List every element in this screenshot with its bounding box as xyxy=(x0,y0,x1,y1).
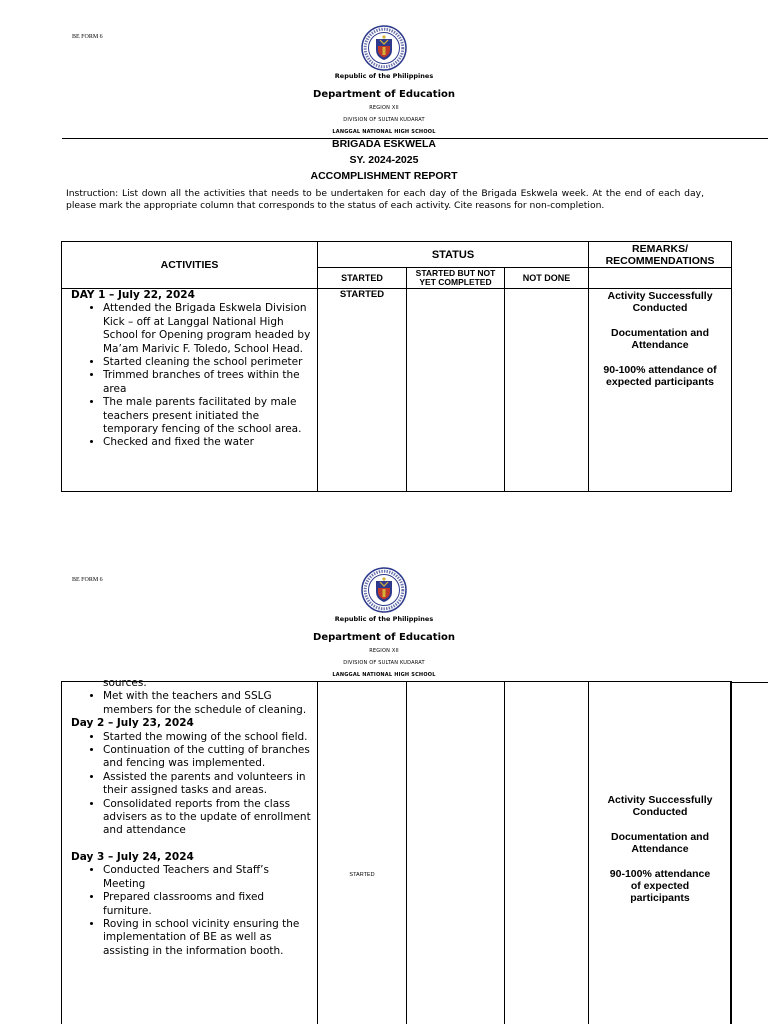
list-item: • Prepared classrooms and fixed furniture. xyxy=(103,891,311,918)
list-item: • Consolidated reports from the class advisers as to the update of enrollment and attendance xyxy=(103,798,311,838)
page2-right-border xyxy=(730,682,731,1024)
status-not-done-cell xyxy=(505,289,589,492)
department-label-page2: Department of Education xyxy=(313,632,455,643)
col-started-header: STARTED xyxy=(318,268,407,289)
deped-seal-icon xyxy=(361,25,407,71)
remark-item: Activity Successfully Conducted xyxy=(607,290,713,315)
accomplishment-table xyxy=(61,241,732,492)
remarks-cell-page2 xyxy=(589,682,732,1024)
region-label-page2: REGION XII xyxy=(369,648,399,654)
school-label: LANGGAL NATIONAL HIGH SCHOOL xyxy=(332,129,436,135)
list-item: • Met with the teachers and SSLG members for the schedule of cleaning. xyxy=(103,690,311,717)
republic-label-page2: Republic of the Philippines xyxy=(334,615,434,623)
remark-item: 90-100% attendance of expected participants xyxy=(603,363,717,389)
col-started-not-completed-header: STARTED BUT NOT YET COMPLETED xyxy=(407,268,505,289)
list-item: • Trimmed branches of trees within the area xyxy=(103,369,311,396)
day2-list xyxy=(71,731,311,838)
col-activities-header: ACTIVITIES xyxy=(62,242,318,289)
list-item: • Continuation of the cutting of branches and fencing was implemented. xyxy=(103,744,311,771)
day1-list xyxy=(71,302,311,449)
status-started-value: STARTED xyxy=(339,289,385,300)
form-code: BE FORM 6 xyxy=(72,34,103,40)
department-label: Department of Education xyxy=(313,89,455,100)
remark-item: Activity Successfully Conducted xyxy=(607,794,713,819)
remarks-subheader-empty xyxy=(589,268,732,289)
region-label: REGION XII xyxy=(369,105,399,111)
status-started-cell-page2 xyxy=(318,682,407,1024)
status-not-completed-cell xyxy=(407,289,505,492)
list-item: • Started the mowing of the school field. xyxy=(103,731,311,744)
instruction-text: Instruction: List down all the activities that needs to be undertaken for each day of the Brigada Eskwela week. At the end of each day, please mark the appropriate column that corresponds to the status of each activity. Cite reasons for non-completion. xyxy=(66,188,704,211)
day1-cont-list xyxy=(71,690,311,717)
day3-list xyxy=(71,864,311,958)
status-started-cell xyxy=(318,289,407,492)
list-item: • Checked and fixed the water xyxy=(103,436,311,449)
accomplishment-table-page2 xyxy=(61,681,732,1024)
day2-title: Day 2 – July 23, 2024 xyxy=(71,717,194,730)
republic-label: Republic of the Philippines xyxy=(334,72,434,80)
activities-cell-continued xyxy=(62,682,318,1024)
list-item: • Attended the Brigada Eskwela Division Kick – off at Langgal National High School for Opening program headed by Ma’am Marivic F. Toledo, School Head. xyxy=(103,302,311,356)
remark-item: 90-100% attendance of expected participants xyxy=(609,867,711,905)
division-label-page2: DIVISION OF SULTAN KUDARAT xyxy=(343,660,425,666)
remarks-cell-day1 xyxy=(589,289,732,492)
deped-seal-icon xyxy=(361,567,407,613)
page2-table-clip xyxy=(0,680,768,1024)
col-status-header: STATUS xyxy=(318,242,589,268)
remark-item: Documentation and Attendance xyxy=(611,326,710,352)
col-not-done-header: NOT DONE xyxy=(505,268,589,289)
list-item: • Roving in school vicinity ensuring the implementation of BE as well as assisting in the information booth. xyxy=(103,918,311,958)
report-title-2: SY. 2024-2025 xyxy=(349,154,419,166)
status-not-done-cell-page2 xyxy=(505,682,589,1024)
status-started-value-page2: STARTED xyxy=(349,872,375,878)
report-title-3: ACCOMPLISHMENT REPORT xyxy=(310,170,458,182)
report-title-1: BRIGADA ESKWELA xyxy=(331,138,437,150)
list-item: • Conducted Teachers and Staff’s Meeting xyxy=(103,864,311,891)
day3-title: Day 3 – July 24, 2024 xyxy=(71,850,194,863)
form-code-page2: BE FORM 6 xyxy=(72,577,103,583)
list-item: • The male parents facilitated by male teachers present initiated the temporary fencing of the school area. xyxy=(103,396,311,436)
list-item: • Started cleaning the school perimeter xyxy=(103,356,311,369)
school-label-page2: LANGGAL NATIONAL HIGH SCHOOL xyxy=(332,672,436,678)
continued-text: sources. xyxy=(103,680,147,689)
spacer xyxy=(71,838,311,851)
activities-cell-day1 xyxy=(62,289,318,492)
page2-edge-line xyxy=(731,682,768,683)
division-label: DIVISION OF SULTAN KUDARAT xyxy=(343,117,425,123)
status-not-completed-cell-page2 xyxy=(407,682,505,1024)
col-remarks-header: REMARKS/ RECOMMENDATIONS xyxy=(589,242,732,268)
list-item: • Assisted the parents and volunteers in their assigned tasks and areas. xyxy=(103,771,311,798)
day1-title: DAY 1 – July 22, 2024 xyxy=(71,289,195,301)
remark-item: Documentation and Attendance xyxy=(610,830,709,856)
